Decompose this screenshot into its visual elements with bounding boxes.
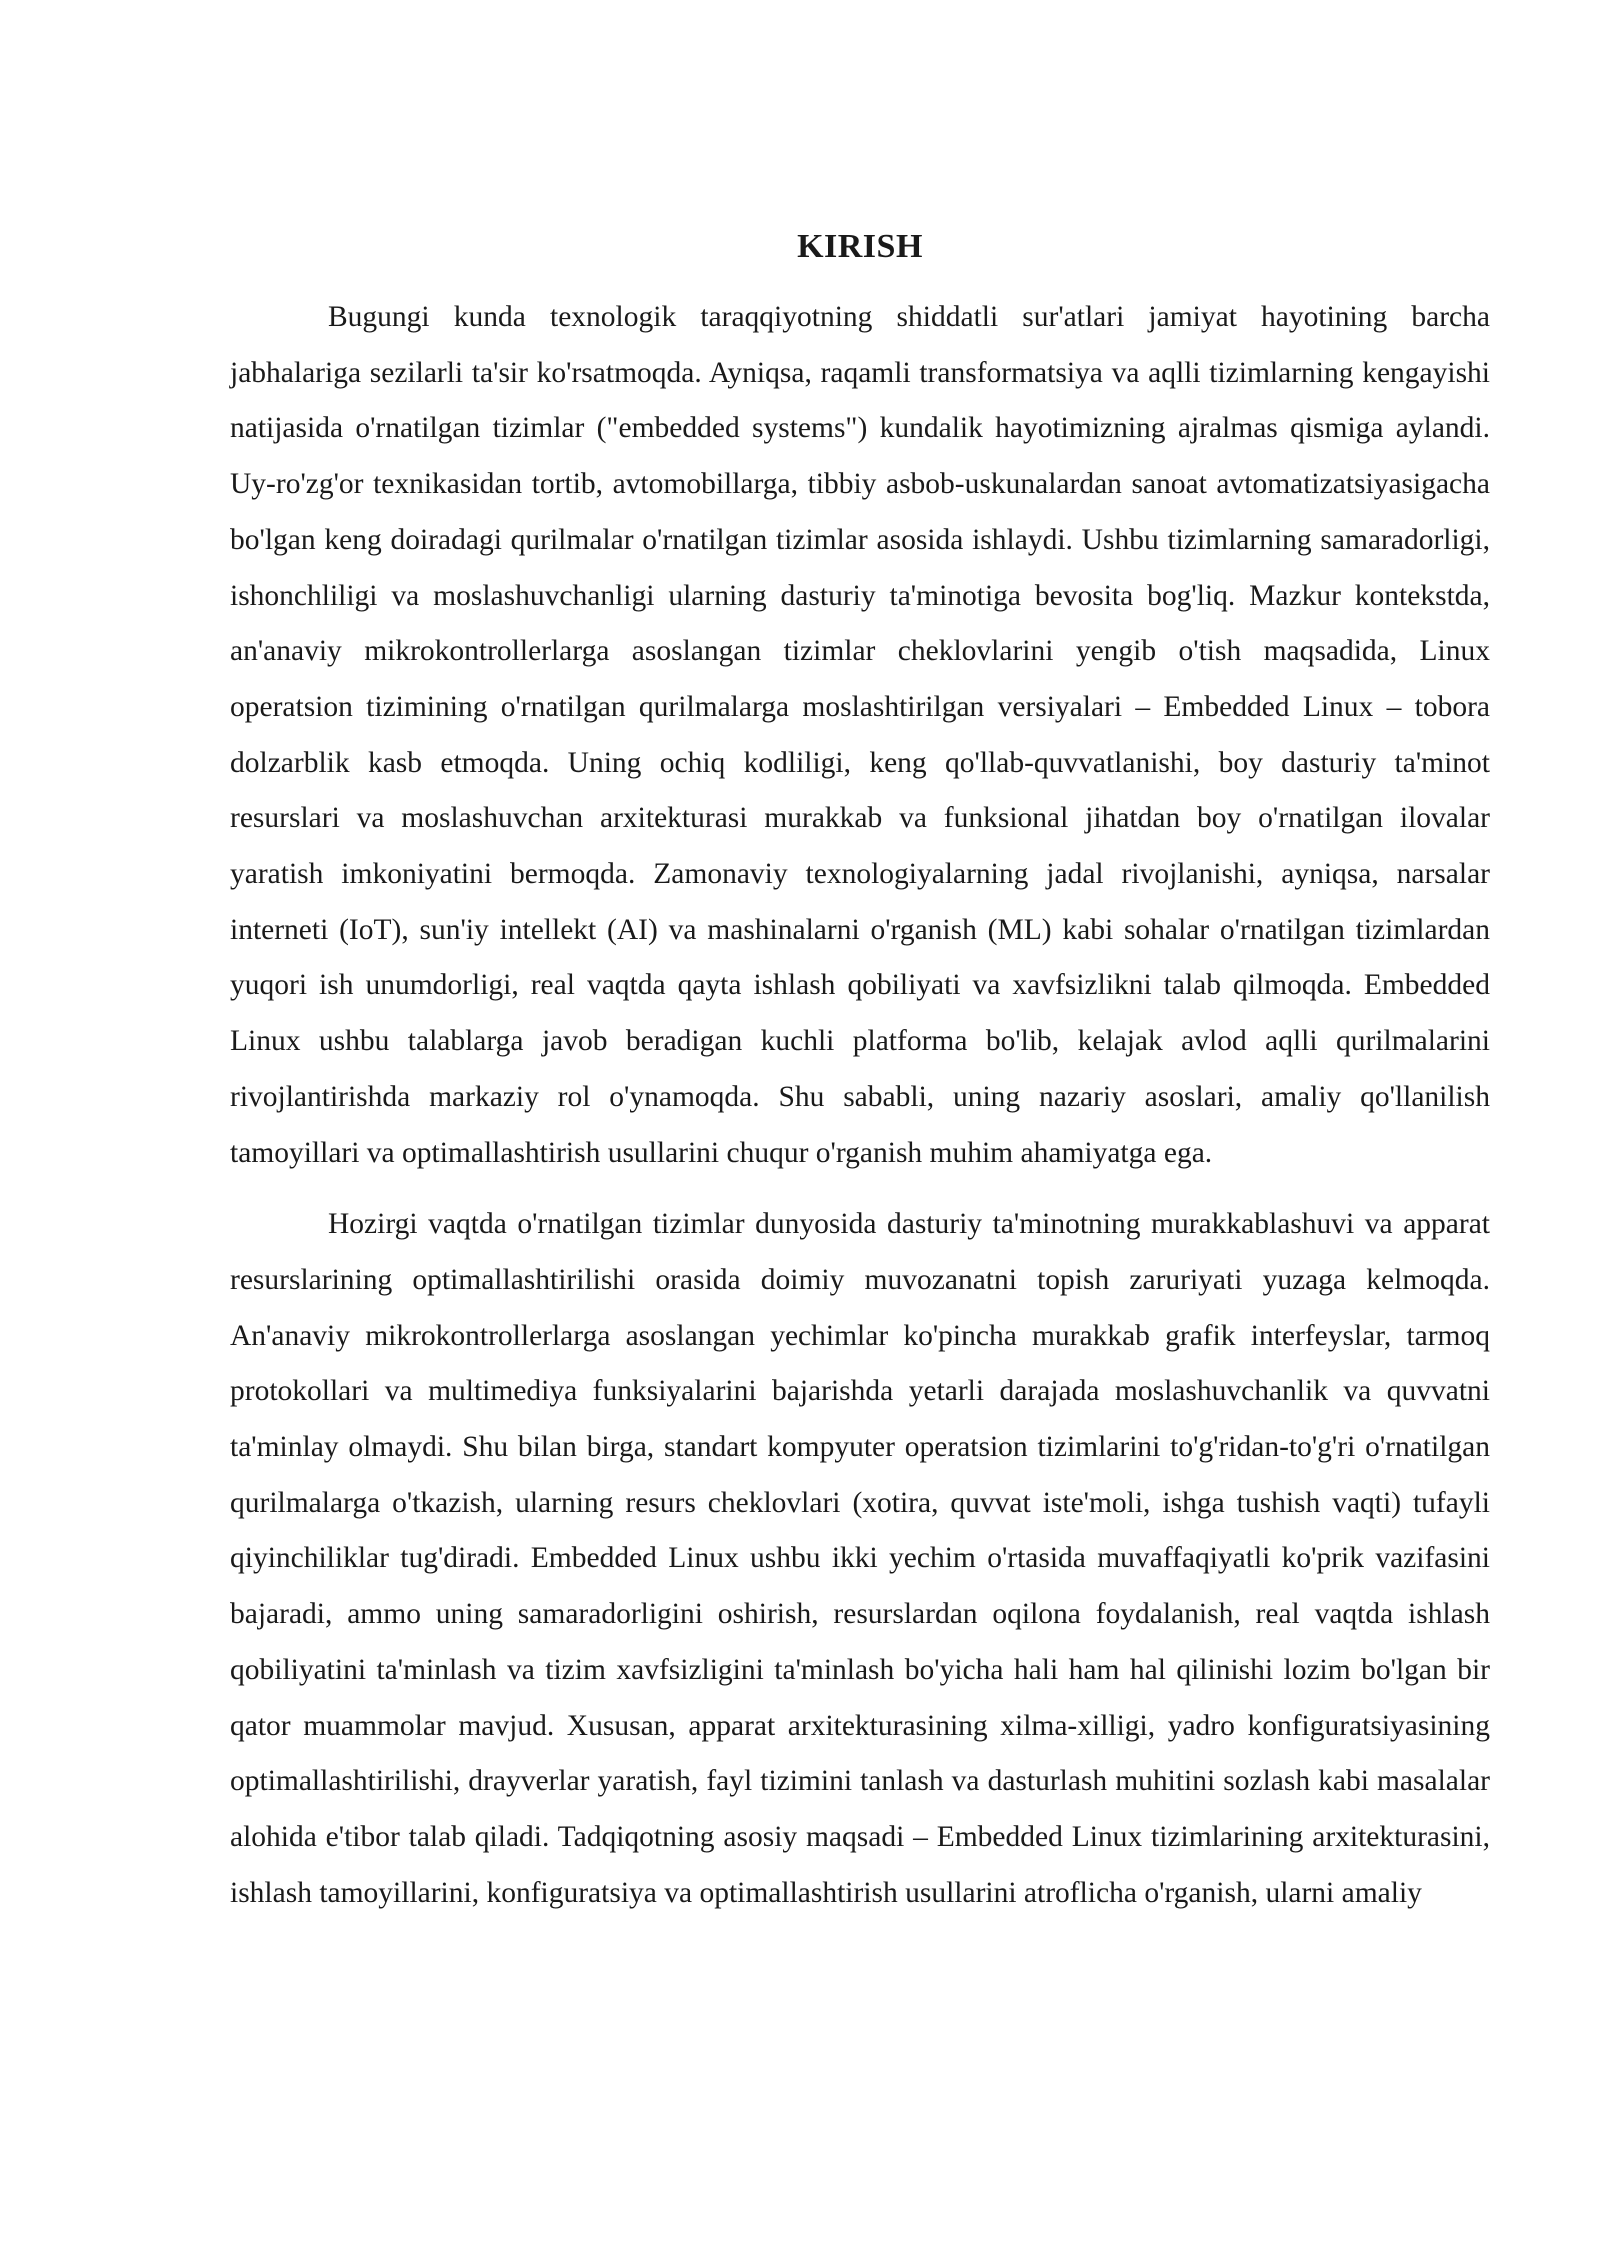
page-title: KIRISH (797, 228, 923, 265)
paragraph-introduction-2: Hozirgi vaqtda o'rnatilgan tizimlar dunyosida dasturiy ta'minotning murakkablashuvi va apparat resurslarining optimallashtirilishi orasida doimiy muvozanatni topish zaruriyati yuzaga kelmoqda. An'anaviy mikrokontrollerlarga asoslangan yechimlar ko'pincha murakkab grafik interfeyslar, tarmoq protokollari va multimediya funksiyalarini bajarishda yetarli darajada moslashuvchanlik va quvvatni ta'minlay olmaydi. Shu bilan birga, standart kompyuter operatsion tizimlarini to'g'ridan-to'g'ri o'rnatilgan qurilmalarga o'tkazish, ularning resurs cheklovlari (xotira, quvvat iste'moli, ishga tushish vaqti) tufayli qiyinchiliklar tug'diradi. Embedded Linux ushbu ikki yechim o'rtasida muvaffaqiyatli ko'prik vazifasini bajaradi, ammo uning samaradorligini oshirish, resurslardan oqilona foydalanish, real vaqtda ishlash qobiliyatini ta'minlash va tizim xavfsizligini ta'minlash bo'yicha hali ham hal qilinishi lozim bo'lgan bir qator muammolar mavjud. Xususan, apparat arxitekturasining xilma-xilligi, yadro konfiguratsiyasining optimallashtirilishi, drayverlar yaratish, fayl tizimini tanlash va dasturlash muhitini sozlash kabi masalalar alohida e'tibor talab qiladi. Tadqiqotning asosiy maqsadi – Embedded Linux tizimlarining arxitekturasini, ishlash tamoyillarini, konfiguratsiya va optimallashtirish usullarini atroflicha o'rganish, ularni amaliy (230, 1208, 1490, 1909)
document-body (230, 218, 1490, 1921)
paragraph-introduction-1: Bugungi kunda texnologik taraqqiyotning shiddatli sur'atlari jamiyat hayotining barcha jabhalariga sezilarli ta'sir ko'rsatmoqda. Ayniqsa, raqamli transformatsiya va aqlli tizimlarning kengayishi natijasida o'rnatilgan tizimlar ("embedded systems") kundalik hayotimizning ajralmas qismiga aylandi. Uy-ro'zg'or texnikasidan tortib, avtomobillarga, tibbiy asbob-uskunalardan sanoat avtomatizatsiyasigacha bo'lgan keng doiradagi qurilmalar o'rnatilgan tizimlar asosida ishlaydi. Ushbu tizimlarning samaradorligi, ishonchliligi va moslashuvchanligi ularning dasturiy ta'minotiga bevosita bog'liq. Mazkur kontekstda, an'anaviy mikrokontrollerlarga asoslangan tizimlar cheklovlarini yengib o'tish maqsadida, Linux operatsion tizimining o'rnatilgan qurilmalarga moslashtirilgan versiyalari – Embedded Linux – tobora dolzarblik kasb etmoqda. Uning ochiq kodliligi, keng qo'llab-quvvatlanishi, boy dasturiy ta'minot resurslari va moslashuvchan arxitekturasi murakkab va funksional jihatdan boy o'rnatilgan ilovalar yaratish imkoniyatini bermoqda. Zamonaviy texnologiyalarning jadal rivojlanishi, ayniqsa, narsalar interneti (IoT), sun'iy intellekt (AI) va mashinalarni o'rganish (ML) kabi sohalar o'rnatilgan tizimlardan yuqori ish unumdorligi, real vaqtda qayta ishlash qobiliyati va xavfsizlikni talab qilmoqda. Embedded Linux ushbu talablarga javob beradigan kuchli platforma bo'lib, kelajak avlod aqlli qurilmalarini rivojlantirishda markaziy rol o'ynamoqda. Shu sababli, uning nazariy asoslari, amaliy qo'llanilish tamoyillari va optimallashtirish usullarini chuqur o'rganish muhim ahamiyatga ega. (230, 301, 1490, 1169)
